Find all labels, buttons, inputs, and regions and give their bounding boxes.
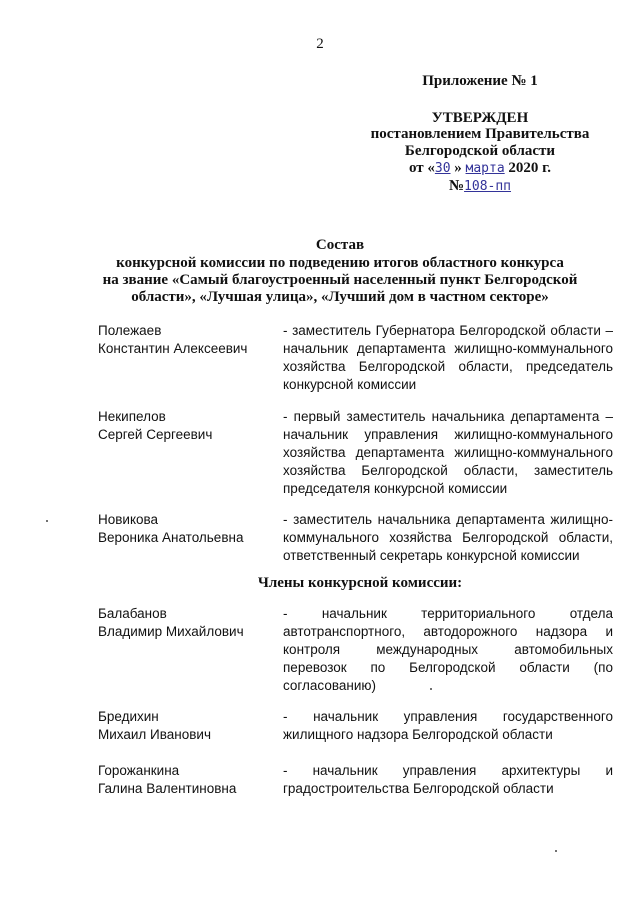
member-name [98,762,278,798]
scan-speck [555,850,557,852]
document-subtitle-line3: области», «Лучшая улица», «Лучший дом в частном секторе» [131,289,549,305]
member-given-names: Сергей Сергеевич [98,427,213,442]
number-prefix: № [448,178,465,194]
scan-speck [46,520,48,522]
member-given-names: Михаил Иванович [98,727,212,742]
date-mid: » [450,160,466,176]
document-subtitle-line1: конкурсной комиссии по подведению итогов областного конкурса [116,255,564,271]
member-name [98,408,278,444]
member-name [98,511,278,547]
members-heading: Члены конкурсной комиссии: [257,575,463,591]
member-role: - начальник управления архитектуры и градостроительства Белгородской области [283,763,613,796]
page-number: 2 [316,36,324,52]
date-day: 30 [434,161,451,176]
approved-by-line: постановлением Правительства [370,126,590,142]
member-role: - заместитель Губернатора Белгородской области – начальник департамента жилищно-коммунального хозяйства Белгородской области, председатель конкурсной комиссии [283,323,613,392]
approved-region-line: Белгородской области [404,143,556,159]
member-given-names: Вероника Анатольевна [98,530,244,545]
member-surname: Полежаев [98,323,162,338]
member-role: - заместитель начальника департамента жилищно-коммунального хозяйства Белгородской области, ответственный секретарь конкурсной комиссии [283,512,613,563]
member-name [98,708,278,744]
member-surname: Горожанкина [98,763,180,778]
date-prefix: от « [408,160,435,176]
document-subtitle-line2: на звание «Самый благоустроенный населенный пункт Белгородской [102,272,578,288]
member-name [98,322,278,358]
member-name [98,605,278,641]
member-role: - начальник управления государственного жилищного надзора Белгородской области [283,709,613,742]
resolution-number [330,176,630,197]
member-surname: Балабанов [98,606,167,621]
member-surname: Бредихин [98,709,159,724]
scan-speck [430,688,432,690]
member-given-names: Константин Алексеевич [98,341,248,356]
member-surname: Некипелов [98,409,166,424]
member-given-names: Галина Валентиновна [98,781,237,796]
document-title: Состав [315,237,365,253]
member-role: - первый заместитель начальника департамента – начальник управления жилищно-коммунального хозяйства департамента жилищно-коммунального хозяйства Белгородской области, заместитель председателя конкурсной комиссии [283,409,613,496]
member-surname: Новикова [98,512,159,527]
date-suffix: 2020 г. [504,160,552,176]
member-role: - начальник территориального отдела автотранспортного, автодорожного надзора и контроля международных автомобильных перевозок по Белгородской области (по согласованию) [283,606,613,693]
approved-title: УТВЕРЖДЕН [431,110,529,126]
appendix-title: Приложение № 1 [422,73,538,89]
member-given-names: Владимир Михайлович [98,624,244,639]
date-month: марта [465,161,505,176]
number-value: 108-пп [464,179,512,194]
